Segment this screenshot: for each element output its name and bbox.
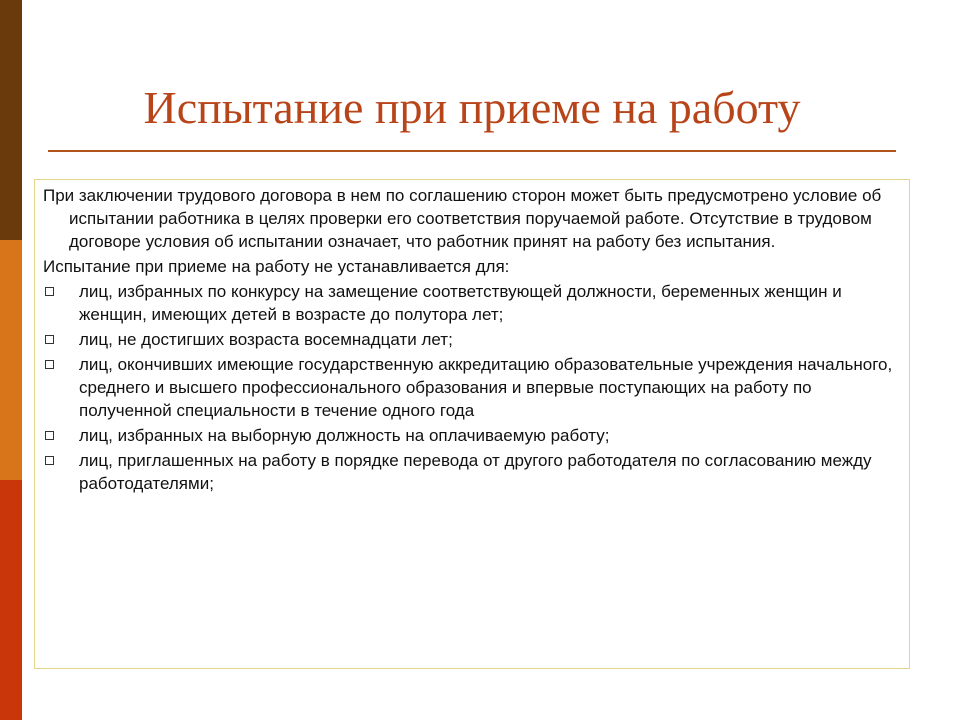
side-bar-segment-orange [0, 240, 22, 480]
list-item [43, 328, 899, 351]
list-item-text: лиц, избранных на выборную должность на оплачиваемую работу; [79, 426, 610, 445]
list-item [43, 353, 899, 422]
list-item [43, 449, 899, 495]
side-decoration-bar [0, 0, 22, 720]
hollow-square-icon [45, 335, 54, 344]
hollow-square-icon [45, 456, 54, 465]
slide-title: Испытание при приеме на работу [143, 82, 801, 133]
hollow-square-icon [45, 431, 54, 440]
list-intro-paragraph: Испытание при приеме на работу не устанавливается для: [43, 257, 510, 276]
list-item-text: лиц, не достигших возраста восемнадцати лет; [79, 330, 453, 349]
side-bar-segment-dark-brown [0, 0, 22, 240]
list-item-text: лиц, избранных по конкурсу на замещение соответствующей должности, беременных женщин и женщин, имеющих детей в возрасте до полутора лет; [79, 282, 842, 324]
hollow-square-icon [45, 287, 54, 296]
content-box [34, 179, 910, 669]
title-underline [48, 150, 896, 152]
list-item-text: лиц, окончивших имеющие государственную аккредитацию образовательные учреждения начального, среднего и высшего профессионального образования и впервые поступающих на работу по полученной специальности в течение одного года [79, 355, 893, 420]
hollow-square-icon [45, 360, 54, 369]
list-item [43, 280, 899, 326]
list-item [43, 424, 899, 447]
side-bar-segment-red [0, 480, 22, 720]
intro-paragraph: При заключении трудового договора в нем по соглашению сторон может быть предусмотрено условие об испытании работника в целях проверки его соответствия поручаемой работе. Отсутствие в трудовом договоре условия об испытании означает, что работник принят на работу без испытания. [43, 186, 882, 251]
list-item-text: лиц, приглашенных на работу в порядке перевода от другого работодателя по согласованию между работодателями; [79, 451, 872, 493]
exemptions-list [43, 280, 899, 495]
